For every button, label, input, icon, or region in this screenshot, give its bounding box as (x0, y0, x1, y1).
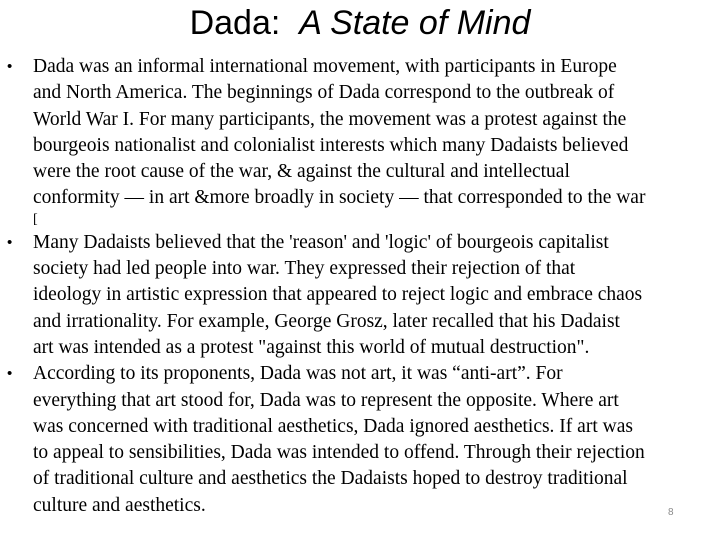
bullet-line: were the root cause of the war, & against the cultural and intellectual (33, 161, 570, 183)
bullet-symbol: • (7, 58, 13, 75)
citation-marker[interactable]: [ (33, 211, 38, 227)
title-separator (280, 4, 299, 42)
bullet-line: and irrationality. For example, George Grosz, later recalled that his Dadaist (33, 310, 620, 332)
bullet-line: conformity — in art &more broadly in society — that corresponded to the war (33, 187, 646, 209)
bullet-symbol: • (7, 365, 13, 383)
title-emphasis: A State of Mind (299, 4, 531, 42)
bullet-line: and North America. The beginnings of Dada correspond to the outbreak of (33, 82, 615, 104)
bullet-line: According to its proponents, Dada was not art, it was “anti-art”. For (33, 363, 563, 385)
slide-number: 8 (668, 507, 674, 518)
bullet-line: of traditional culture and aesthetics the Dadaists hoped to destroy traditional (33, 468, 628, 490)
bullet-line: ideology in artistic expression that appeared to reject logic and embrace chaos (33, 284, 643, 306)
bullet-list (0, 54, 720, 519)
slide-title (0, 2, 720, 44)
bullet-1 (0, 54, 705, 230)
bullet-line: society had led people into war. They expressed their rejection of that (33, 258, 576, 280)
title-prefix: Dada: (189, 4, 281, 42)
bullet-3 (0, 361, 705, 519)
bullet-line: everything that art stood for, Dada was to represent the opposite. Where art (33, 389, 619, 411)
bullet-line: Dada was an informal international movement, with participants in Europe (33, 56, 617, 77)
bullet-line: to appeal to sensibilities, Dada was intended to offend. Through their rejection (33, 442, 645, 464)
bullet-line: World War I. For many participants, the movement was a protest against the (33, 108, 627, 130)
bullet-line: bourgeois nationalist and colonialist interests which many Dadaists believed (33, 134, 629, 156)
bullet-line: Many Dadaists believed that the 'reason' and 'logic' of bourgeois capitalist (33, 231, 609, 253)
bullet-line: was concerned with traditional aesthetics, Dada ignored aesthetics. If art was (33, 415, 633, 437)
bullet-line: culture and aesthetics. (33, 494, 206, 516)
bullet-line: art was intended as a protest "against this world of mutual destruction". (33, 336, 590, 358)
bullet-symbol: • (7, 233, 13, 251)
bullet-2 (0, 230, 705, 361)
